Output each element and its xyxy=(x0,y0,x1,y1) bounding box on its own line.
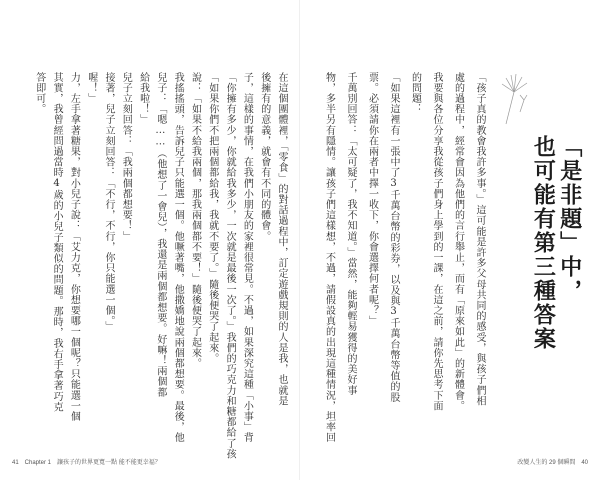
text-column: 「如果這裡有一張中了3千萬台幣的彩券，以及與3千萬台幣等值的股 xyxy=(388,72,399,403)
text-column: 「如果你們不把兩個都給我，我就不要了。」隨後便哭了起來。 xyxy=(206,72,218,364)
text-column: 我搖搖頭，告訴兒子只能選一個。他噘著嘴，他撒嬌地說兩個都想要。最後，他 xyxy=(172,72,184,443)
text-column: 千萬別回答：「太可疑了，我不知道。」當然，能夠輕易獲得的美好事 xyxy=(345,72,356,396)
text-column: 兒子立刻回答：「我兩個都想要！」 xyxy=(120,72,132,242)
text-column: 在這個團體裡，「零食」的對話過程中，訂定遊戲規則的人是我，也就是 xyxy=(276,72,287,407)
text-column: 子，這樣的事情，在我們小朋友的家裡很常見。不過，如果深究這種「小事」背 xyxy=(241,72,253,443)
text-column: 接著，兒子立刻回答：「不行，不行，你只能選一個。」 xyxy=(103,72,114,332)
text-column: 票。必須請你在兩者中擇一收下，你會選擇何者呢？」 xyxy=(366,72,378,327)
text-column: 說：「如果不給我兩個，那我兩個都不要！」隨後便哭了起來。 xyxy=(189,72,201,369)
left-page-footer: 41 Chapter 1 讓孩子的世界更寬一點 能不能更幸福？ xyxy=(12,460,161,466)
dandelion-seed-icon xyxy=(496,72,530,126)
text-column: 我要與各位分享我從孩子們身上學到的一課，在這之前，請你先思考下面 xyxy=(431,72,442,412)
text-column: 給我啦！」 xyxy=(137,72,149,125)
text-column: 的問題： xyxy=(409,72,421,115)
right-page xyxy=(300,0,600,480)
heading-line-1: 「是非題」中， xyxy=(556,135,583,303)
chapter-heading xyxy=(530,135,583,351)
text-column: 兒子：「嗯……（他想了一會兒），我還是兩個都想要。好嘛！兩個都 xyxy=(154,72,166,398)
text-column: 處的過程中，經常會因為他們的言行舉止，而有「原來如此」的新體會。 xyxy=(452,72,464,412)
text-column: 物，多半另有隱情。讓孩子們這樣想，不過，請假設真的出現這種情況，坦率回 xyxy=(323,72,335,443)
heading-line-2: 也可能有第三種答案 xyxy=(530,135,557,351)
text-column: 後擁有的意義，就會有不同的體會。 xyxy=(258,72,270,242)
text-column: 喔！」 xyxy=(85,72,97,104)
text-column: 「你擁有多少，你就給我多少，一次就是最後一次了。」我們的巧克力和糖都給了孩 xyxy=(224,72,236,460)
text-column: 其實，我曾經問過當時4歲的小兒子類似的問題。那時，我右手拿著巧克 xyxy=(51,72,63,413)
text-column: 力，左手拿著糖果，對小兒子說：「艾力克，你想要哪一個呢？只能選一個 xyxy=(68,72,80,422)
text-column: 答即可。 xyxy=(33,72,45,115)
right-page-footer: 改變人生的 29 個瞬間 40 xyxy=(517,460,588,466)
text-column: 「孩子真的教會我許多事。」這可能是許多父母共同的感受，與孩子們相 xyxy=(474,72,485,407)
